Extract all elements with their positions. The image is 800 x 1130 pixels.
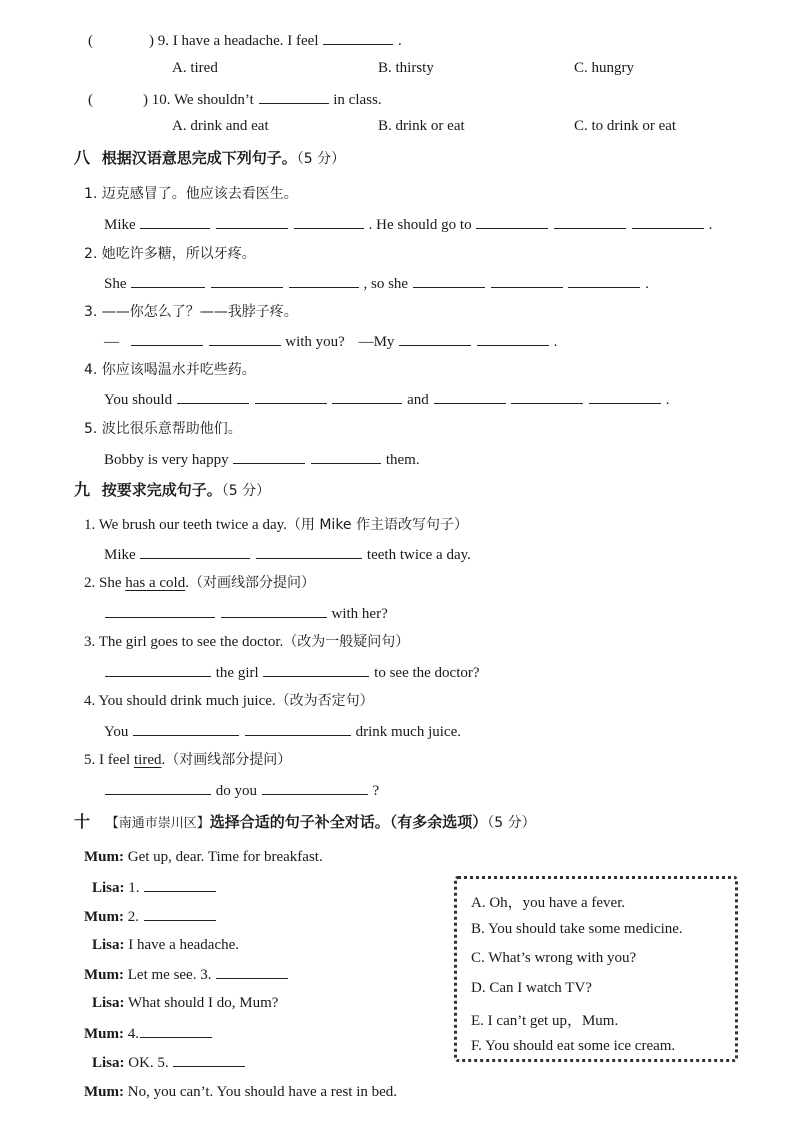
answer-blank[interactable]: [233, 449, 305, 464]
dialog-line: [84, 964, 289, 985]
answer-middle: . He should go to: [368, 217, 472, 233]
prompt-text: 1. We brush our teeth twice a day.: [84, 517, 287, 533]
answer-middle: with you?: [285, 334, 345, 350]
answer-blank[interactable]: [554, 214, 626, 229]
option-b: B. drink or eat: [378, 118, 465, 134]
answer-lead: Mike: [104, 217, 136, 233]
section-title: 选择合适的句子补全对话。（有多余选项）: [209, 813, 488, 831]
section-9-header: [74, 480, 270, 501]
answer-end: with her?: [331, 606, 388, 622]
question-9: [88, 30, 402, 51]
prompt: [84, 691, 374, 711]
answer-end: teeth twice a day.: [366, 547, 471, 563]
answer-blank[interactable]: [311, 449, 381, 464]
dialog-line: [84, 1023, 213, 1044]
dialog-line: [92, 935, 239, 955]
dialog-text: I have a headache.: [128, 937, 240, 953]
answer-blank[interactable]: [216, 964, 288, 979]
answer-blank[interactable]: [255, 389, 327, 404]
answer-line: [104, 603, 388, 624]
answer-line: [104, 273, 649, 294]
dialog-line: [92, 1052, 246, 1073]
speaker-label: Mum:: [84, 967, 124, 983]
answer-blank[interactable]: [131, 273, 205, 288]
answer-blank[interactable]: [173, 1052, 245, 1067]
answer-blank[interactable]: [133, 721, 239, 736]
answer-blank[interactable]: [140, 214, 210, 229]
speaker-label: Mum:: [84, 1026, 124, 1042]
section-10-header: [74, 812, 536, 834]
answer-middle: the girl: [215, 665, 259, 681]
prompt-cn: 3. ——你怎么了？——我脖子疼。: [84, 304, 298, 320]
section-title: 按要求完成句子。: [101, 481, 222, 499]
dialog-line: [84, 847, 323, 867]
answer-blank[interactable]: [105, 662, 211, 677]
answer-end: ?: [372, 783, 380, 799]
answer-lead: She: [104, 276, 127, 292]
answer-end: to see the doctor?: [374, 665, 480, 681]
dialog-text: What should I do, Mum?: [128, 995, 279, 1011]
prompt: [84, 515, 468, 535]
answer-middle: and: [407, 392, 429, 408]
answer-line: [104, 449, 420, 470]
answer-blank[interactable]: [511, 389, 583, 404]
prompt-hint: （对画线部分提问）: [165, 752, 292, 768]
option-a: A. drink and eat: [172, 118, 269, 134]
prompt-text: 3. The girl goes to see the doctor.: [84, 634, 284, 650]
answer-blank[interactable]: [589, 389, 661, 404]
question-text: 10. We shouldn’t: [151, 92, 254, 108]
option-c: C. What’s wrong with you?: [471, 950, 637, 966]
answer-blank[interactable]: [140, 544, 250, 559]
answer-end: .: [665, 392, 670, 408]
prompt: [84, 750, 291, 770]
answer-paren-close: ): [149, 33, 154, 49]
dialog-text: No, you can’t. You should have a rest in bed.: [127, 1084, 398, 1100]
answer-blank[interactable]: [105, 780, 211, 795]
answer-middle: —My: [358, 334, 395, 350]
answer-blank[interactable]: [399, 331, 471, 346]
answer-blank[interactable]: [216, 214, 288, 229]
answer-lead: You should: [104, 392, 173, 408]
answer-lead: Mike: [104, 547, 136, 563]
answer-blank[interactable]: [434, 389, 506, 404]
section-points: （5 分）: [221, 483, 271, 499]
answer-blank[interactable]: [144, 877, 216, 892]
answer-blank[interactable]: [259, 89, 329, 104]
answer-line: [104, 331, 557, 352]
option-c: C. to drink or eat: [574, 118, 677, 134]
answer-line: [104, 214, 712, 235]
answer-line: [104, 780, 379, 801]
answer-blank[interactable]: [131, 331, 203, 346]
answer-blank[interactable]: [289, 273, 359, 288]
prompt-cn: 2. 她吃许多糖，所以牙疼。: [84, 246, 256, 262]
dialog-text: Let me see. 3.: [127, 967, 212, 983]
prompt-hint: （对画线部分提问）: [188, 575, 315, 591]
option-e: E. I can’t get up，Mum.: [471, 1013, 619, 1029]
answer-blank[interactable]: [144, 906, 216, 921]
dialog-line: [84, 1082, 397, 1102]
answer-line: [104, 544, 471, 565]
answer-middle: do you: [215, 783, 257, 799]
answer-lead: —: [104, 334, 119, 350]
underlined-phrase: has a cold: [125, 575, 186, 591]
option-c: C. hungry: [574, 60, 634, 76]
speaker-label: Mum:: [84, 849, 124, 865]
dialog-text: 1.: [128, 880, 140, 896]
answer-blank[interactable]: [140, 1023, 212, 1038]
option-a: A. Oh，you have a fever.: [471, 895, 626, 911]
section-points: （5 分）: [296, 151, 346, 167]
answer-line: [104, 389, 670, 410]
speaker-label: Lisa:: [92, 995, 125, 1011]
dialog-text: 4.: [127, 1026, 139, 1042]
speaker-label: Lisa:: [92, 937, 125, 953]
question-end: in class.: [333, 92, 382, 108]
prompt-text: 2. She: [84, 575, 122, 591]
answer-blank[interactable]: [294, 214, 364, 229]
answer-blank[interactable]: [221, 603, 327, 618]
speaker-label: Mum:: [84, 1084, 124, 1100]
answer-lead: You: [104, 724, 129, 740]
prompt-text: 4. You should drink much juice.: [84, 693, 276, 709]
prompt: [84, 632, 409, 652]
dialog-line: [92, 877, 217, 898]
prompt-hint: （用 Mike 作主语改写句子）: [286, 517, 468, 533]
prompt-hint: （改为否定句）: [275, 693, 374, 709]
answer-blank[interactable]: [476, 214, 548, 229]
option-b: B. You should take some medicine.: [471, 921, 683, 937]
answer-end: .: [708, 217, 713, 233]
answer-line: [104, 662, 480, 683]
answer-end: .: [645, 276, 649, 292]
answer-blank[interactable]: [568, 273, 640, 288]
answer-line: [104, 721, 461, 742]
answer-blank[interactable]: [256, 544, 362, 559]
prompt-text: 5. I feel: [84, 752, 131, 768]
answer-blank[interactable]: [105, 603, 215, 618]
dialog-line: [92, 993, 278, 1013]
answer-blank[interactable]: [332, 389, 402, 404]
option-a: A. tired: [172, 60, 218, 76]
option-d: D. Can I watch TV?: [471, 980, 592, 996]
prompt-end: .: [185, 575, 189, 591]
underlined-phrase: tired: [133, 752, 162, 768]
answer-paren-close: ): [143, 92, 148, 108]
answer-blank[interactable]: [477, 331, 549, 346]
prompt-cn: 5. 波比很乐意帮助他们。: [84, 421, 242, 437]
answer-blank[interactable]: [262, 780, 368, 795]
speaker-label: Mum:: [84, 909, 124, 925]
speaker-label: Lisa:: [92, 1055, 125, 1071]
option-f: F. You should eat some ice cream.: [471, 1038, 676, 1054]
answer-blank[interactable]: [177, 389, 249, 404]
answer-end: drink much juice.: [355, 724, 461, 740]
answer-blank[interactable]: [209, 331, 281, 346]
speaker-label: Lisa:: [92, 880, 125, 896]
section-number: 八: [74, 148, 91, 167]
section-number: 九: [74, 480, 91, 499]
prompt: [84, 573, 315, 593]
dialog-text: Get up, dear. Time for breakfast.: [127, 849, 323, 865]
answer-blank[interactable]: [263, 662, 369, 677]
answer-end: them.: [385, 452, 420, 468]
prompt-cn: 1. 迈克感冒了。他应该去看医生。: [84, 186, 298, 202]
answer-lead: Bobby is very happy: [104, 452, 229, 468]
answer-paren-open: (: [88, 92, 93, 108]
question-text: 9. I have a headache. I feel: [157, 33, 319, 49]
question-end: .: [397, 33, 402, 49]
option-b: B. thirsty: [378, 60, 434, 76]
prompt-cn: 4. 你应该喝温水并吃些药。: [84, 362, 256, 378]
options-box: [454, 876, 738, 1062]
section-8-header: [74, 148, 345, 169]
prompt-end: .: [161, 752, 166, 768]
source-tag: 【南通市崇川区】: [105, 816, 210, 831]
answer-blank[interactable]: [413, 273, 485, 288]
answer-blank[interactable]: [491, 273, 563, 288]
section-number: 十: [74, 812, 91, 831]
answer-middle: , so she: [363, 276, 409, 292]
question-10: [88, 89, 382, 110]
answer-end: .: [553, 334, 558, 350]
answer-blank[interactable]: [323, 30, 393, 45]
section-points: （5 分）: [487, 815, 536, 831]
dialog-text: 2.: [127, 909, 139, 925]
answer-blank[interactable]: [211, 273, 283, 288]
prompt-hint: （改为一般疑问句）: [283, 634, 410, 650]
answer-paren-open: (: [88, 33, 93, 49]
dialog-line: [84, 906, 217, 927]
answer-blank[interactable]: [632, 214, 704, 229]
section-title: 根据汉语意思完成下列句子。: [101, 149, 297, 167]
answer-blank[interactable]: [245, 721, 351, 736]
dialog-text: OK. 5.: [128, 1055, 169, 1071]
